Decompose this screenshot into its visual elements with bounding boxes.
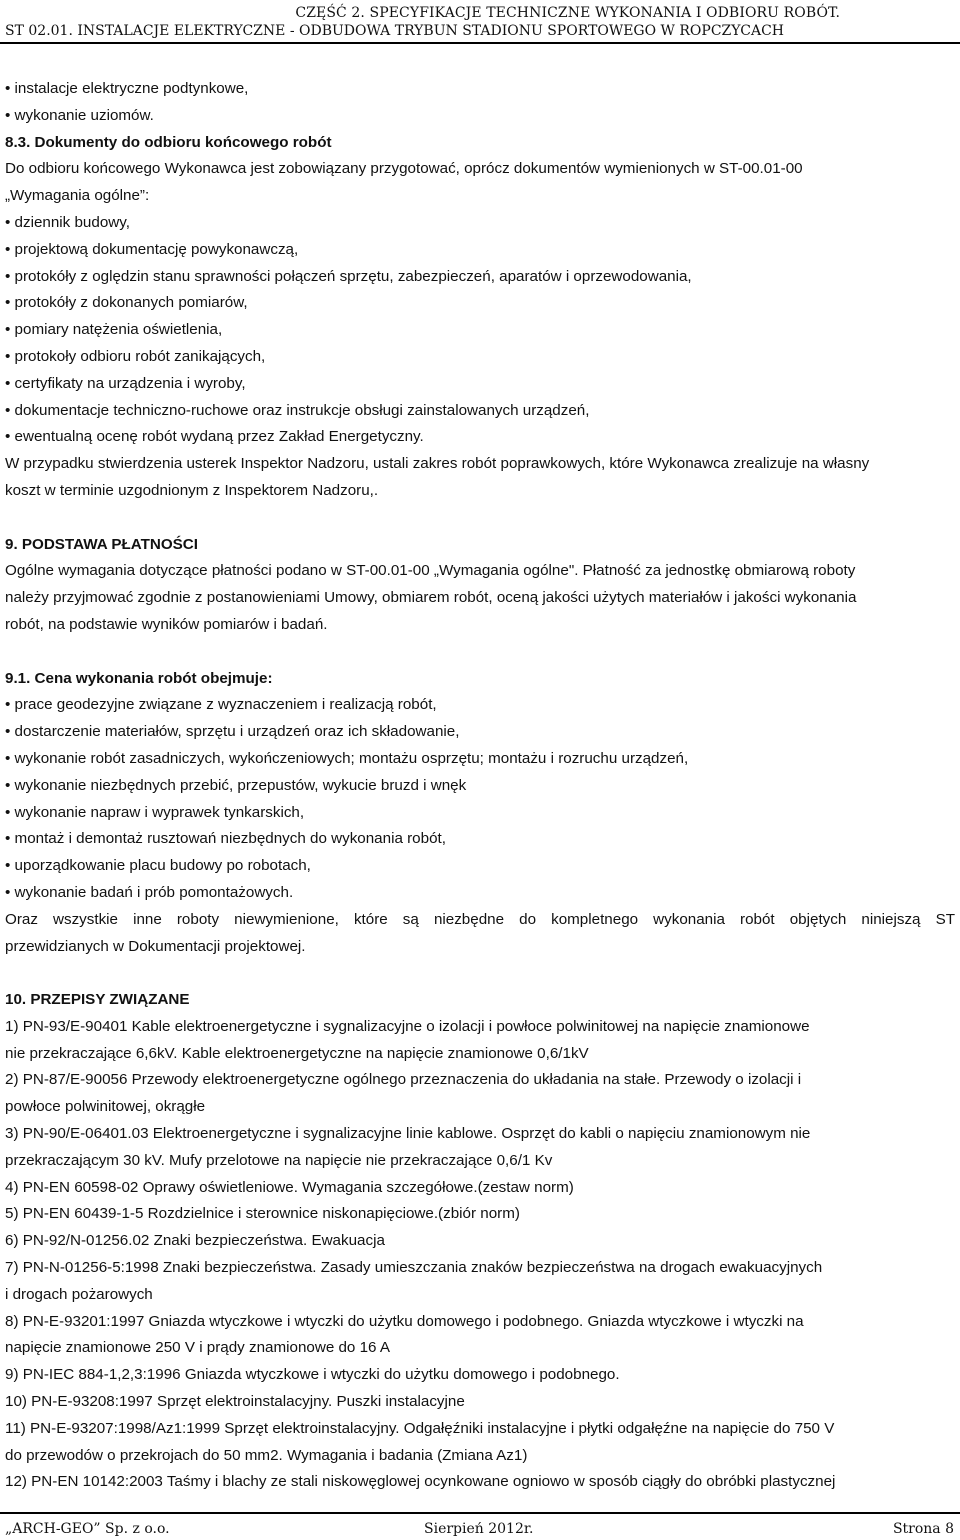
standard-line: 10) PN-E-93208:1997 Sprzęt elektroinstalacyjny. Puszki instalacyjne <box>5 1393 465 1411</box>
standard-line: napięcie znamionowe 250 V i prądy znamionowe do 16 A <box>5 1339 390 1357</box>
standard-line: 1) PN-93/E-90401 Kable elektroenergetyczne i sygnalizacyjne o izolacji i powłoce polwinitowej na napięcie znamionowe <box>5 1017 810 1035</box>
paragraph-line: robót, na podstawie wyników pomiarów i badań. <box>5 615 328 633</box>
spacer <box>5 639 955 666</box>
standard-line: 12) PN-EN 10142:2003 Taśmy i blachy ze stali niskowęglowej ocynkowane ogniowo w sposób ciągły do obróbki plastycznej <box>5 1473 836 1491</box>
footer-date: Sierpień 2012r. <box>424 1521 534 1537</box>
list-item: • wykonanie niezbędnych przebić, przepustów, wykucie bruzd i wnęk <box>5 773 955 800</box>
footer-divider <box>0 1512 960 1514</box>
list-item: • pomiary natężenia oświetlenia, <box>5 317 955 344</box>
standard-line: przekraczającym 30 kV. Mufy przelotowe na napięcie nie przekraczające 0,6/1 Kv <box>5 1151 553 1169</box>
list-item: • wykonanie uziomów. <box>5 103 955 130</box>
list-item: • dziennik budowy, <box>5 210 955 237</box>
document-body <box>5 76 955 1496</box>
standard-line: i drogach pożarowych <box>5 1285 153 1303</box>
header-spec-title: ST 02.01. INSTALACJE ELEKTRYCZNE - ODBUDOWA TRYBUN STADIONU SPORTOWEGO W ROPCZYCACH <box>5 23 784 39</box>
standard-line: 2) PN-87/E-90056 Przewody elektroenergetyczne ogólnego przeznaczenia do układania na stałe. Przewody o izolacji i <box>5 1071 802 1089</box>
list-item: • protokoły odbioru robót zanikających, <box>5 344 955 371</box>
standard-line: 6) PN-92/N-01256.02 Znaki bezpieczeństwa. Ewakuacja <box>5 1232 385 1250</box>
standard-line: powłoce polwinitowej, okrągłe <box>5 1098 206 1116</box>
list-item: • projektową dokumentację powykonawczą, <box>5 237 955 264</box>
paragraph-line: Ogólne wymagania dotyczące płatności podano w ST-00.01-00 „Wymagania ogólne". Płatność za jednostkę obmiarową roboty <box>5 562 856 580</box>
list-item: • certyfikaty na urządzenia i wyroby, <box>5 371 955 398</box>
paragraph-line: W przypadku stwierdzenia usterek Inspektor Nadzoru, ustali zakres robót poprawkowych, które Wykonawca zrealizuje na własny <box>5 455 870 473</box>
standard-line: 3) PN-90/E-06401.03 Elektroenergetyczne i sygnalizacyjne linie kablowe. Osprzęt do kabli o napięciu znamionowym nie <box>5 1125 811 1143</box>
standard-line: 9) PN-IEC 884-1,2,3:1996 Gniazda wtyczkowe i wtyczki do użytku domowego i podobnego. <box>5 1366 620 1384</box>
section-heading-9-1: 9.1. Cena wykonania robót obejmuje: <box>5 669 273 687</box>
list-item: • wykonanie napraw i wyprawek tynkarskich, <box>5 800 955 827</box>
section-heading-9: 9. PODSTAWA PŁATNOŚCI <box>5 535 198 553</box>
header-part-title: CZĘŚĆ 2. SPECYFIKACJE TECHNICZNE WYKONANIA I ODBIORU ROBÓT. <box>295 5 840 21</box>
standard-line: 5) PN-EN 60439-1-5 Rozdzielnice i sterownice niskonapięciowe.(zbiór norm) <box>5 1205 520 1223</box>
list-item: • wykonanie robót zasadniczych, wykończeniowych; montażu osprzętu; montażu i rozruchu urządzeń, <box>5 746 955 773</box>
footer-company: „ARCH-GEO” Sp. z o.o. <box>5 1521 170 1537</box>
list-item: • ewentualną ocenę robót wydaną przez Zakład Energetyczny. <box>5 424 955 451</box>
paragraph-line: należy przyjmować zgodnie z postanowieniami Umowy, obmiarem robót, oceną jakości użytych materiałów i jakości wykonania <box>5 589 857 607</box>
list-item: • instalacje elektryczne podtynkowe, <box>5 76 955 103</box>
list-item: • dokumentacje techniczno-ruchowe oraz instrukcje obsługi zainstalowanych urządzeń, <box>5 398 955 425</box>
list-item: • prace geodezyjne związane z wyznaczeniem i realizacją robót, <box>5 692 955 719</box>
paragraph-line: „Wymagania ogólne”: <box>5 187 150 205</box>
spacer <box>5 960 955 987</box>
standard-line: 7) PN-N-01256-5:1998 Znaki bezpieczeństwa. Zasady umieszczania znaków bezpieczeństwa na drogach ewakuacyjnych <box>5 1259 823 1277</box>
paragraph-line: koszt w terminie uzgodnionym z Inspektorem Nadzoru,. <box>5 481 379 499</box>
standard-line: 8) PN-E-93201:1997 Gniazda wtyczkowe i wtyczki do użytku domowego i podobnego. Gniazda wtyczkowe i wtyczki na <box>5 1312 804 1330</box>
section-heading-8-3: 8.3. Dokumenty do odbioru końcowego robót <box>5 133 332 151</box>
paragraph-line: Do odbioru końcowego Wykonawca jest zobowiązany przygotować, oprócz dokumentów wymienionych w ST-00.01-00 <box>5 160 803 178</box>
paragraph-line: przewidzianych w Dokumentacji projektowej. <box>5 937 306 955</box>
list-item: • wykonanie badań i prób pomontażowych. <box>5 880 955 907</box>
standard-line: 11) PN-E-93207:1998/Az1:1999 Sprzęt elektroinstalacyjny. Odgałęźniki instalacyjne i płytki odgałęźne na napięcie do 750 V <box>5 1419 835 1437</box>
list-item: • montaż i demontaż rusztowań niezbędnych do wykonania robót, <box>5 826 955 853</box>
standard-line: nie przekraczające 6,6kV. Kable elektroenergetyczne na napięcie znamionowe 0,6/1kV <box>5 1044 589 1062</box>
list-item: • uporządkowanie placu budowy po robotach, <box>5 853 955 880</box>
paragraph-line: Oraz wszystkie inne roboty niewymienione, które są niezbędne do kompletnego wykonania robót objętych niniejszą ST <box>5 910 955 928</box>
list-item: • protokóły z dokonanych pomiarów, <box>5 290 955 317</box>
spacer <box>5 505 955 532</box>
header-divider <box>0 42 960 44</box>
footer-page-number: Strona 8 <box>892 1521 954 1537</box>
standard-line: do przewodów o przekrojach do 50 mm2. Wymagania i badania (Zmiana Az1) <box>5 1446 528 1464</box>
list-item: • protokóły z oględzin stanu sprawności połączeń sprzętu, zabezpieczeń, aparatów i oprzewodowania, <box>5 264 955 291</box>
standard-line: 4) PN-EN 60598-02 Oprawy oświetleniowe. Wymagania szczegółowe.(zestaw norm) <box>5 1178 574 1196</box>
section-heading-10: 10. PRZEPISY ZWIĄZANE <box>5 991 190 1009</box>
page-header <box>0 0 960 42</box>
list-item: • dostarczenie materiałów, sprzętu i urządzeń oraz ich składowanie, <box>5 719 955 746</box>
